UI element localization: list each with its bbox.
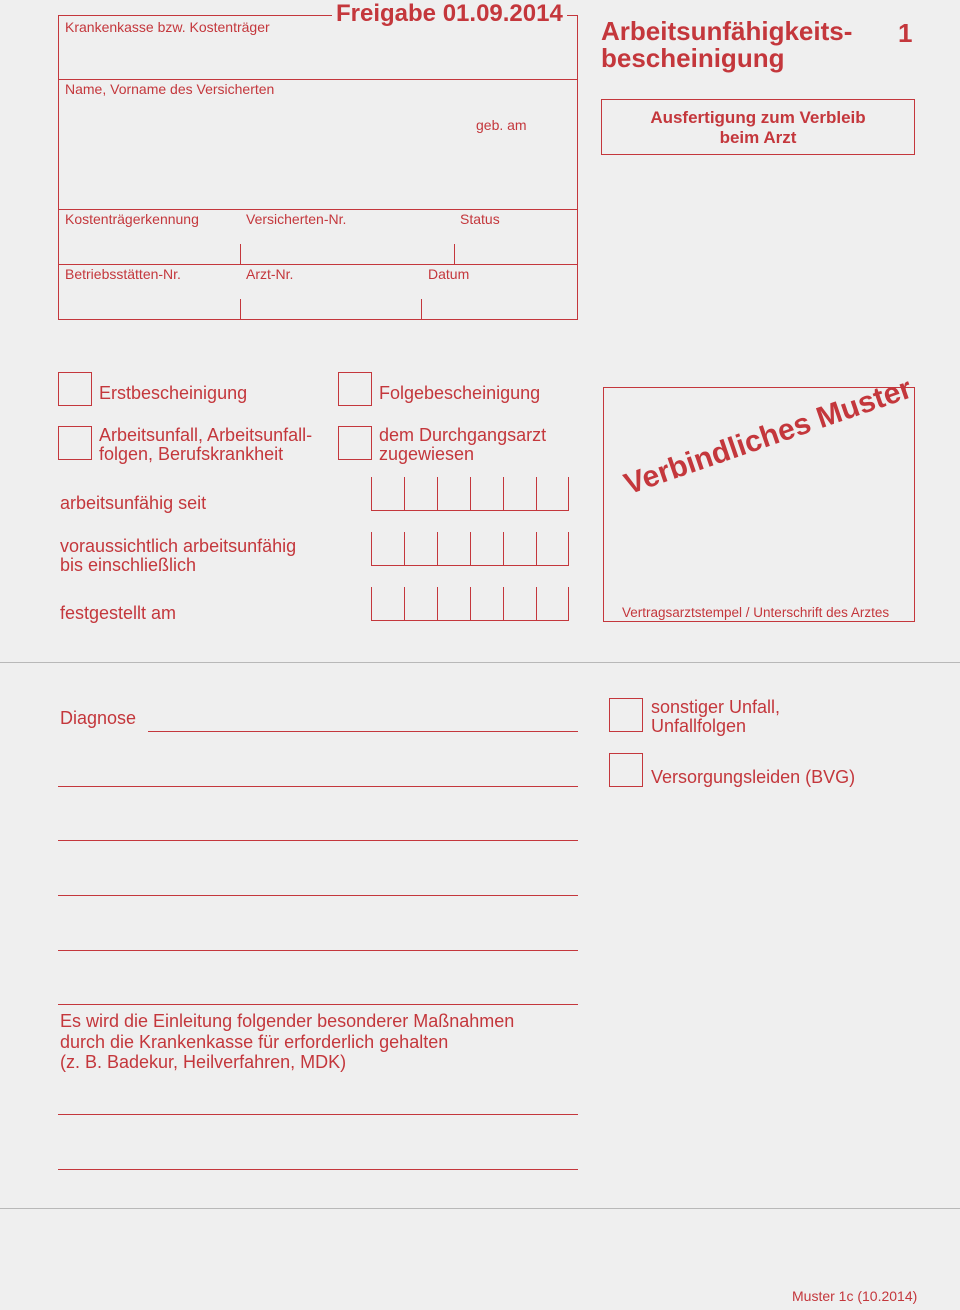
- diagnose-line[interactable]: [58, 895, 578, 896]
- divider: [240, 244, 241, 264]
- festgestellt-label: festgestellt am: [60, 603, 177, 623]
- divider: [454, 244, 455, 264]
- diagnose-line[interactable]: [58, 950, 578, 951]
- stamp-caption: Vertragsarztstempel / Unterschrift des Arztes: [622, 605, 890, 620]
- watermark: Verbindliches Muster: [620, 371, 917, 502]
- divider: [58, 264, 578, 265]
- sonstiger-unfall-line2: Unfallfolgen: [651, 716, 747, 736]
- measures-line1: Es wird die Einleitung folgender besonderer Maßnahmen: [60, 1011, 515, 1031]
- form-id: Muster 1c (10.2014): [792, 1288, 918, 1304]
- diagnose-line[interactable]: [58, 1004, 578, 1005]
- name-label: Name, Vorname des Versicherten: [65, 81, 275, 97]
- arbeitsunfall-checkbox[interactable]: [58, 426, 92, 460]
- krankenkasse-label: Krankenkasse bzw. Kostenträger: [65, 19, 270, 35]
- seit-date-field[interactable]: [371, 477, 569, 511]
- divider: [421, 299, 422, 320]
- seit-label: arbeitsunfähig seit: [60, 493, 207, 513]
- arbeitsunfall-label: [99, 426, 312, 464]
- bvg-label: Versorgungsleiden (BVG): [651, 767, 856, 787]
- arzt-nr-label: Arzt-Nr.: [246, 266, 294, 282]
- sonstiger-unfall-checkbox[interactable]: [609, 698, 643, 732]
- versicherten-nr-label: Versicherten-Nr.: [246, 211, 347, 227]
- status-label: Status: [460, 211, 500, 227]
- bis-label-line1: voraussichtlich arbeitsunfähig: [60, 536, 297, 556]
- form-title-line1: Arbeitsunfähigkeits-: [601, 16, 853, 46]
- bvg-checkbox[interactable]: [609, 753, 643, 787]
- diagnose-line[interactable]: [58, 786, 578, 787]
- sonstiger-unfall-line1: sonstiger Unfall,: [651, 697, 781, 717]
- measures-line2: durch die Krankenkasse für erforderlich gehalten: [60, 1031, 449, 1052]
- copy-note-line1: Ausfertigung zum Verbleib: [650, 108, 866, 127]
- freigabe-stamp: Freigabe 01.09.2014: [332, 0, 567, 28]
- festgestellt-date-field[interactable]: [371, 587, 569, 621]
- bis-label-line2: bis einschließlich: [60, 555, 197, 575]
- diagnose-line[interactable]: [148, 731, 578, 732]
- durchgangsarzt-label-line2: zugewiesen: [379, 444, 475, 464]
- geb-label: geb. am: [476, 117, 527, 133]
- datum-label: Datum: [428, 266, 470, 282]
- divider: [240, 299, 241, 320]
- durchgangsarzt-checkbox[interactable]: [338, 426, 372, 460]
- erst-checkbox[interactable]: [58, 372, 92, 406]
- form-title: [601, 18, 852, 72]
- erst-label: Erstbescheinigung: [99, 383, 248, 403]
- divider: [58, 79, 578, 80]
- durchgangsarzt-label-line1: dem Durchgangsarzt: [379, 425, 547, 445]
- diagnose-line[interactable]: [58, 840, 578, 841]
- copy-note-line2: beim Arzt: [719, 128, 797, 147]
- diagnose-label: Diagnose: [60, 708, 137, 728]
- section-divider: [0, 1208, 960, 1209]
- measures-text: [60, 1011, 514, 1073]
- bis-label: [60, 537, 296, 575]
- form-title-line2: bescheinigung: [601, 43, 785, 73]
- measures-line[interactable]: [58, 1169, 578, 1170]
- form-number: 1: [898, 18, 913, 48]
- durchgangsarzt-label: [379, 426, 546, 464]
- section-divider: [0, 662, 960, 663]
- betriebsstaetten-nr-label: Betriebsstätten-Nr.: [65, 266, 181, 282]
- kostentraeger-kennung-label: Kostenträgerkennung: [65, 211, 199, 227]
- measures-line[interactable]: [58, 1114, 578, 1115]
- folge-label: Folgebescheinigung: [379, 383, 541, 403]
- arbeitsunfall-label-line1: Arbeitsunfall, Arbeitsunfall-: [99, 425, 313, 445]
- measures-line3: (z. B. Badekur, Heilverfahren, MDK): [60, 1052, 347, 1072]
- copy-note-box: [601, 99, 915, 155]
- divider: [58, 209, 578, 210]
- folge-checkbox[interactable]: [338, 372, 372, 406]
- sonstiger-unfall-label: [651, 698, 780, 736]
- bis-date-field[interactable]: [371, 532, 569, 566]
- arbeitsunfall-label-line2: folgen, Berufskrankheit: [99, 444, 284, 464]
